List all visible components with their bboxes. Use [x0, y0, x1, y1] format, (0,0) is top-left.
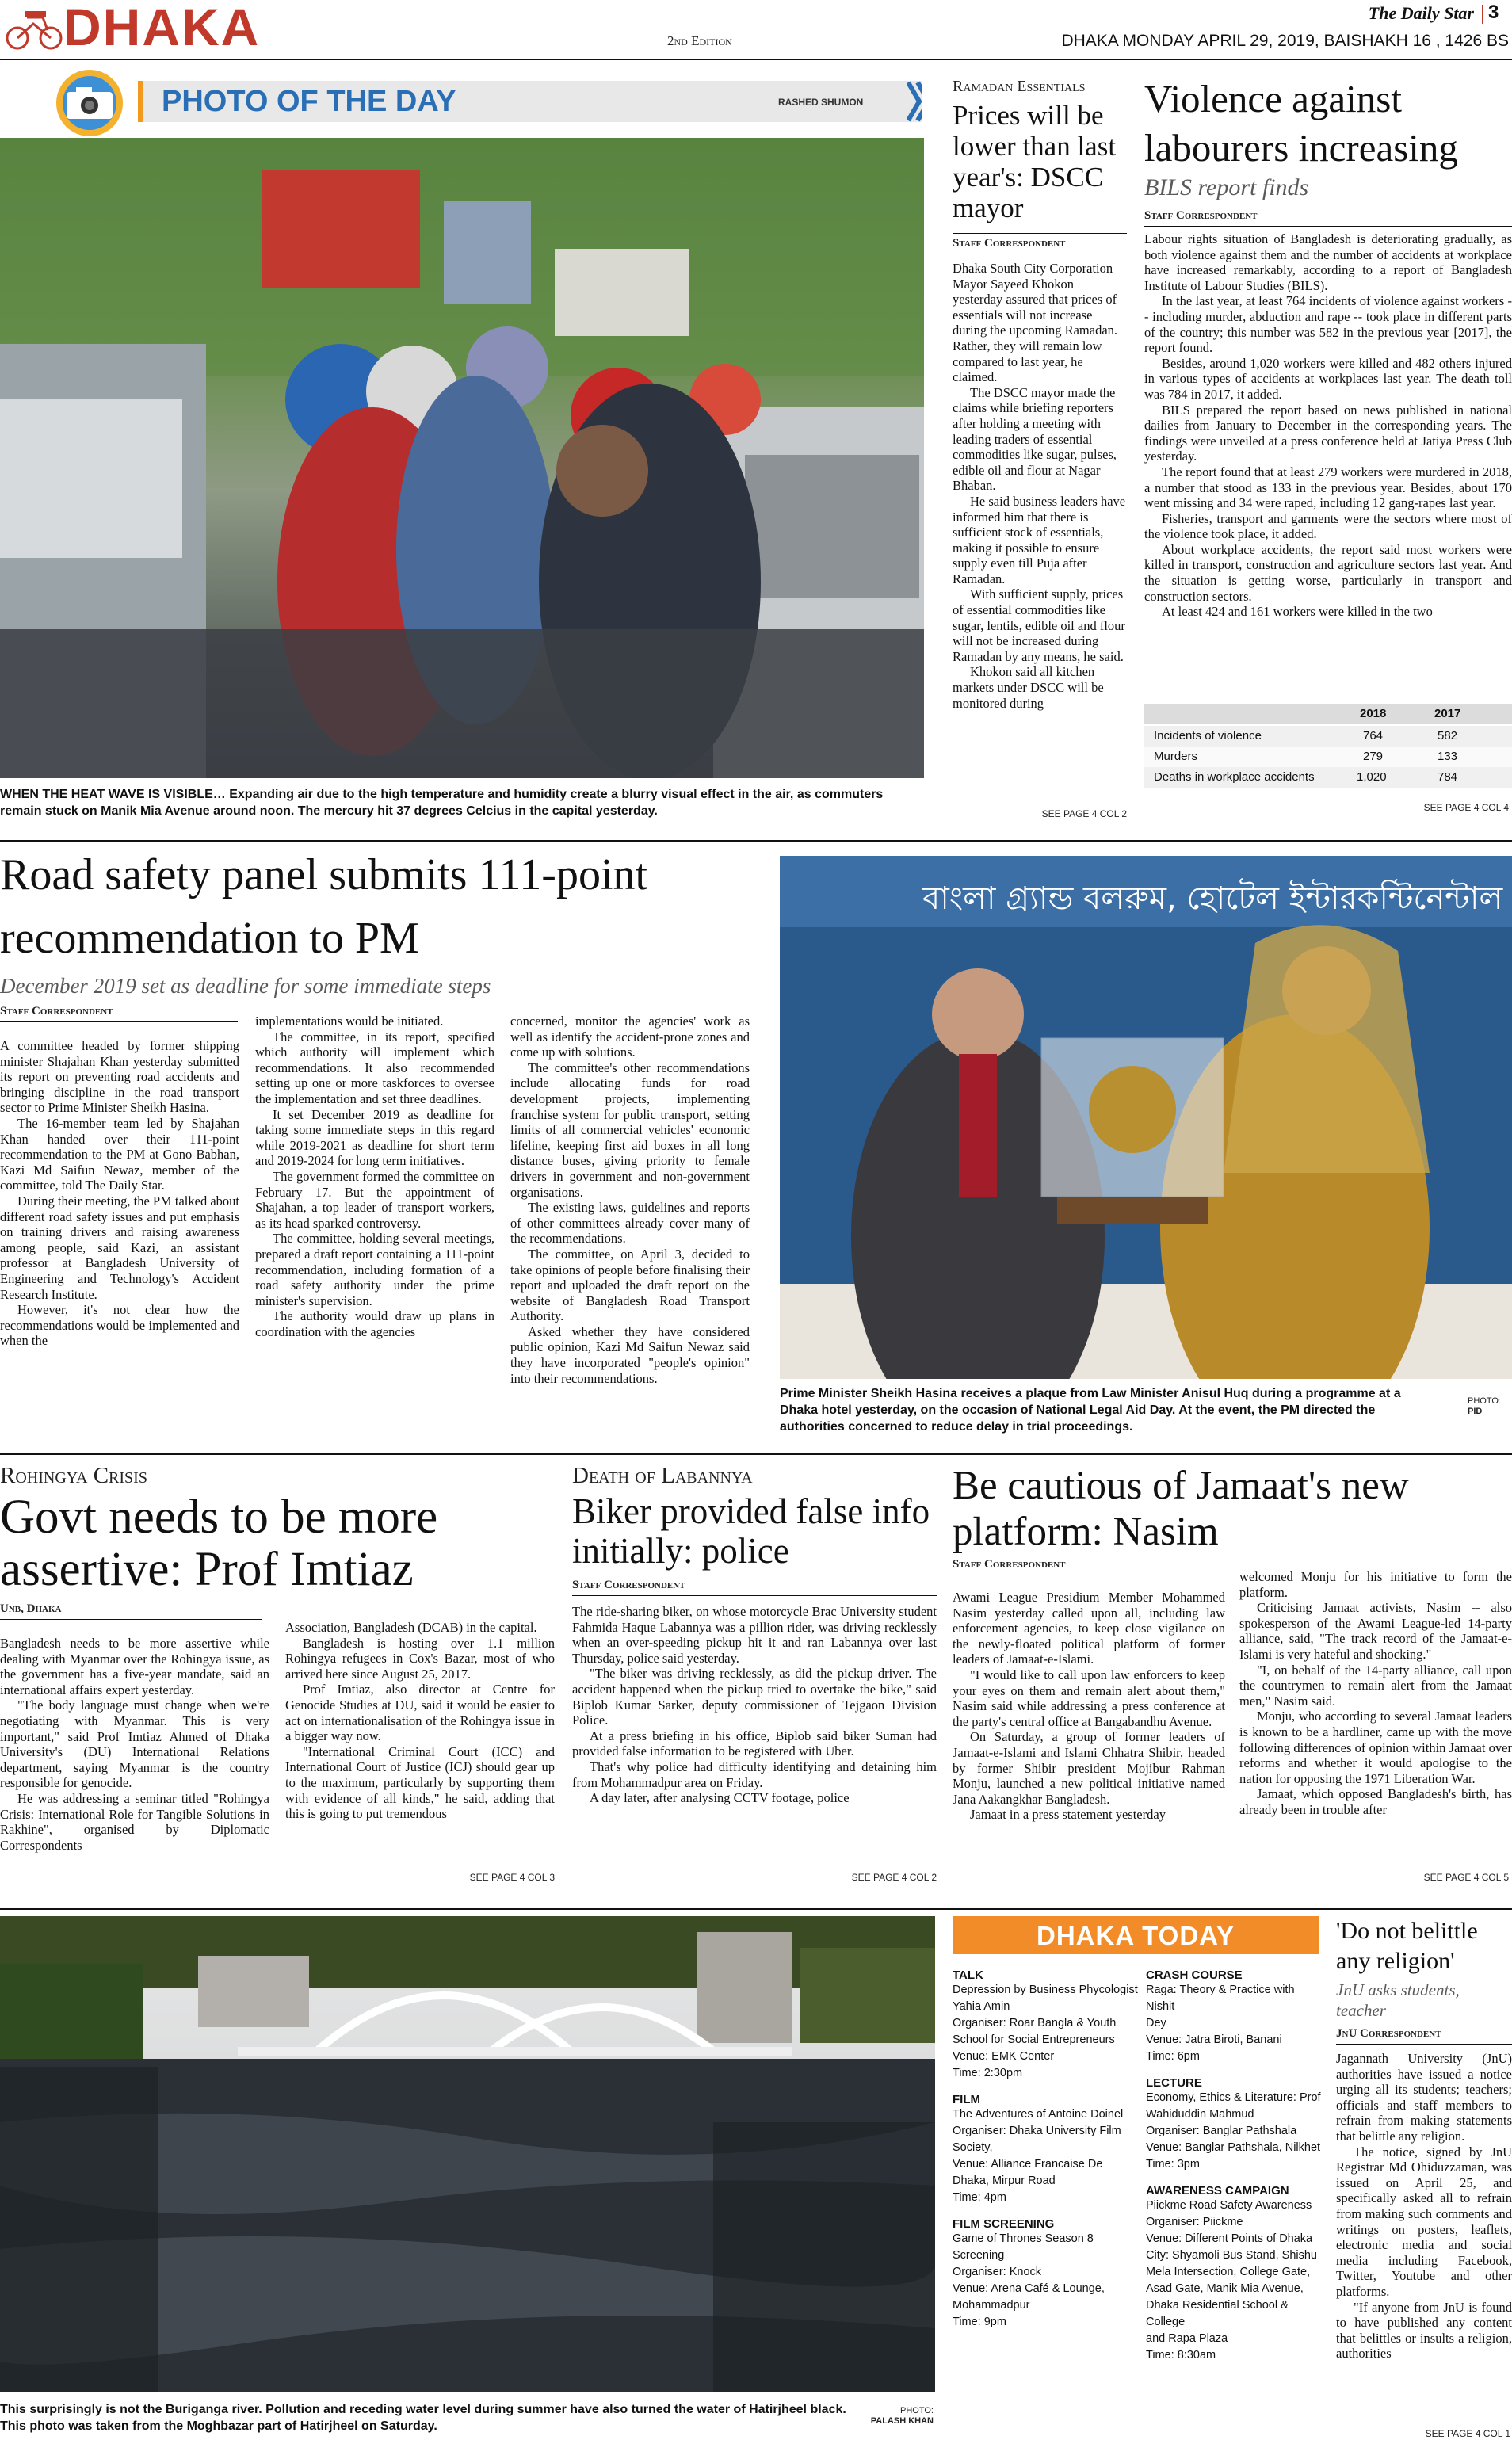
event-line: Yahia Amin: [953, 2000, 1010, 2013]
byline: JnU Correspondent: [1336, 2027, 1441, 2040]
paragraph: During their meeting, the PM talked about different road safety issues and put emphasis on training drivers and raising awareness among people, said Kazi, an assistant professor at Bangladesh University of Engineering and Technology's Accident Research Institute.: [0, 1193, 239, 1302]
camera-badge-icon: [43, 68, 136, 138]
paragraph: Dhaka South City Corporation Mayor Sayeed Khokon yesterday assured that prices of essentials will not increase during the upcoming Ramadan. Rather, they will remain low compared to last year, he claimed.: [953, 261, 1118, 385]
chevron-right-icon: [907, 79, 922, 124]
event-line: Organiser: Roar Bangla & Youth: [953, 2017, 1117, 2030]
event-line: Raga: Theory & Practice with Nishit: [1146, 1984, 1295, 2013]
table-header: 2017: [1434, 707, 1461, 720]
byline-rule: [0, 1619, 262, 1620]
subhead: BILS report finds: [1144, 174, 1309, 200]
paragraph: Jamaat in a press statement yesterday: [970, 1807, 1166, 1823]
paragraph: Association, Bangladesh (DCAB) in the capital.: [285, 1620, 537, 1635]
masthead-divider: [1482, 5, 1483, 24]
column-1: [0, 1636, 269, 1853]
byline: Staff Correspondent: [572, 1579, 685, 1591]
byline-rule: [1336, 2044, 1512, 2045]
event-category: LECTURE: [1146, 2076, 1202, 2090]
table-row: [1144, 767, 1512, 788]
paragraph: In the last year, at least 764 incidents of violence against workers -- including murder, abduction and rape -- took place in different parts of the country; this number was 582 in the previous year [2017], the report found.: [1144, 293, 1512, 356]
paragraph: The report found that at least 279 workers were murdered in 2018, a number that stood as 133 in the previous year. Besides, about 170 went missing and 34 were raped, including 12 gang-rapes last year.: [1144, 464, 1512, 511]
caption-lead: WHEN THE HEAT WAVE IS VISIBLE…: [0, 788, 226, 801]
pm-photo-caption: Prime Minister Sheikh Hasina receives a plaque from Law Minister Anisul Huq during a programme at a Dhaka hotel yesterday, on the occasion of National Legal Aid Day. At the event, the PM directed the authorities concerned to reduce delay in trial proceedings.: [780, 1387, 1401, 1434]
table-cell: Murders: [1154, 750, 1198, 763]
belittle-story: [1336, 1916, 1512, 2431]
byline: Staff Correspondent: [1144, 209, 1258, 222]
paragraph: The existing laws, guidelines and reports of other committees already cover many of the recommendations.: [510, 1200, 750, 1247]
paragraph: Khokon said all kitchen markets under DSCC will be monitored during: [953, 664, 1104, 711]
event-line: The Adventures of Antoine Doinel: [953, 2108, 1124, 2121]
event-category: CRASH COURSE: [1146, 1968, 1243, 1982]
table-cell: 133: [1438, 750, 1458, 763]
event-group: [1146, 1968, 1325, 2065]
event-line: and Rapa Plaza: [1146, 2332, 1228, 2345]
paragraph: Bangladesh is hosting over 1.1 million Rohingya refugees in Cox's Bazar, most of who arrived here since August 25, 2017.: [285, 1635, 555, 1682]
paragraph: The committee, in its report, specified which authority will implement which recommendations. It also recommended setting up one or more taskforces to oversee the implementation and set three deadlines.: [255, 1029, 494, 1106]
paragraph: He said business leaders have informed him that there is sufficient stock of essentials, making it possible to ensure supply even till Puja after Ramadan.: [953, 493, 1126, 586]
kicker: Death of Labannya: [572, 1463, 753, 1488]
event-line: Screening: [953, 2249, 1005, 2262]
paragraph: A committee headed by former shipping minister Shajahan Khan yesterday submitted its report on preventing road accidents and bringing discipline in the road transport sector to Prime Minister Sheikh Hasina.: [0, 1038, 239, 1116]
paragraph: The ride-sharing biker, on whose motorcycle Brac University student Fahmida Haque Labannya was a pillion rider, was driving recklessly when an over-speeding pickup hit it and ran Labannya over last Thursday, police said yesterday.: [572, 1604, 937, 1666]
paragraph: Besides, around 1,020 workers were killed and 482 others injured in various types of accidents at workplaces last year. The death toll was 784 in 2017, it added.: [1144, 355, 1512, 402]
event-line: Organiser: Banglar Pathshala: [1146, 2125, 1297, 2137]
byline-rule: [0, 1021, 238, 1022]
kicker: Ramadan Essentials: [953, 78, 1086, 95]
photo-of-day-caption: [0, 786, 919, 819]
paragraph: The authority would draw up plans in coordination with the agencies: [255, 1308, 494, 1339]
byline: Staff Correspondent: [953, 237, 1066, 250]
byline-rule: [953, 233, 1127, 234]
belittle-see-page[interactable]: SEE PAGE 4 COL 1: [1425, 2428, 1510, 2439]
paragraph: Fisheries, transport and garments were the sectors where most of the violence took place, it added.: [1144, 510, 1512, 542]
table-row: [1144, 726, 1512, 747]
headline: Prices will be lower than last year's: DSCC mayor: [953, 100, 1117, 223]
photo-of-day-banner: [43, 68, 922, 138]
violence-table: [1144, 704, 1512, 791]
paragraph: "I, on behalf of the 14-party alliance, call upon the countrymen to remain alert from the Jamaat men," Nasim said.: [1239, 1662, 1512, 1709]
event-line: Venue: EMK Center: [953, 2050, 1055, 2063]
middle-section-rule: [0, 1453, 1512, 1455]
dhaka-today-banner: [953, 1916, 1319, 1954]
credit-name: PID: [1468, 1407, 1483, 1416]
paragraph: implementations would be initiated.: [255, 1014, 444, 1029]
road-story: [0, 843, 761, 1445]
event-group: [1146, 2076, 1325, 2173]
event-line: Dhaka, Mirpur Road: [953, 2175, 1056, 2187]
event-line: Mela Intersection, College Gate,: [1146, 2266, 1311, 2278]
rohingya-story: [0, 1463, 555, 1891]
event-group: [953, 2217, 1143, 2331]
kicker: Rohingya Crisis: [0, 1463, 147, 1488]
event-line: Piickme Road Safety Awareness: [1146, 2199, 1312, 2212]
column-2: [255, 1014, 494, 1339]
event-line: Venue: Banglar Pathshala, Nilkhet: [1146, 2141, 1321, 2154]
headline: Road safety panel submits 111-point recommendation to PM: [0, 850, 648, 963]
event-line: Game of Thrones Season 8: [953, 2232, 1094, 2245]
table-cell: 279: [1363, 750, 1384, 763]
event-group: [953, 1968, 1143, 2082]
paragraph: Criticising Jamaat activists, Nasim -- also spokesperson of the Awami League-led 14-party alliance, said, "The track record of the Jamaat-e-Islami is very hateful and shocking.": [1239, 1600, 1512, 1662]
paragraph: On Saturday, a group of former leaders of Jamaat-e-Islami and Islami Chhatra Shibir, headed by former Shibir president Mojibur Rahman Monju, launched a new political initiative named Jana Aakangkhar Bangladesh.: [953, 1729, 1225, 1807]
event-line: Society,: [953, 2141, 993, 2154]
event-line: Economy, Ethics & Literature: Prof: [1146, 2091, 1321, 2104]
event-line: Asad Gate, Manik Mia Avenue,: [1146, 2282, 1304, 2295]
credit-label: PHOTO:: [900, 2406, 934, 2415]
headline: Be cautious of Jamaat's new platform: Nasim: [953, 1464, 1409, 1554]
byline: Staff Correspondent: [0, 1005, 113, 1018]
event-category: FILM SCREENING: [953, 2217, 1055, 2231]
event-line: Venue: Arena Café & Lounge,: [953, 2282, 1105, 2295]
paragraph: He was addressing a seminar titled "Rohingya Crisis: International Role for Tangible Solutions in Rakhine", organised by Diplomatic Correspondents: [0, 1790, 269, 1853]
rickshaw-logo-icon: [3, 6, 65, 51]
event-line: Organiser: Piickme: [1146, 2216, 1243, 2228]
paragraph: "If anyone from JnU is found to have published any content that belittles or insults a religion, authorities: [1336, 2299, 1512, 2362]
byline-rule: [572, 1595, 937, 1596]
paragraph: "The body language must change when we're negotiating with Myanmar. This is very important," said Prof Imtiaz Ahmed of Dhaka University's (DU) International Relations department, saying Myanmar is the country responsible for genocide.: [0, 1697, 269, 1791]
ramadan-story: [953, 78, 1127, 826]
event-line: School for Social Entrepreneurs: [953, 2033, 1115, 2046]
caption-text: Expanding air due to the high temperature and humidity create a blurry visual effect in the air, as commuters remain stuck on Manik Mia Avenue around noon. The mercury hit 37 degrees Celcius in the capital yesterday.: [0, 788, 884, 818]
table-header-row: [1144, 704, 1512, 724]
paragraph: Labour rights situation of Bangladesh is deteriorating gradually, as both violence against them and the number of accidents at workplace have increased remarkably, according to a report of Bangladesh Institute of Labour Studies (BILS).: [1144, 231, 1512, 293]
credit-name: PALASH KHAN: [870, 2416, 934, 2426]
event-line: Time: 2:30pm: [953, 2067, 1023, 2079]
event-line: Dhaka Residential School & College: [1146, 2299, 1289, 2328]
rohingya-see-page[interactable]: SEE PAGE 4 COL 3: [469, 1872, 555, 1883]
paragraph: About workplace accidents, the report said most workers were killed in transport, construction and agriculture sectors last year. And the situation is getting worse, particularly in transport and construction sectors.: [1144, 541, 1512, 604]
lower-section-rule: [0, 1908, 1512, 1910]
event-line: Mohammadpur: [953, 2299, 1030, 2312]
byline-rule: [1144, 226, 1512, 227]
paragraph: At a press briefing in his office, Biplob said biker Suman had provided false information to be registered with Uber.: [572, 1728, 937, 1759]
paragraph: Bangladesh needs to be more assertive while dealing with Myanmar over the Rohingya issue, as the government has a five-year mandate, said an international affairs expert yesterday.: [0, 1636, 269, 1697]
headline: Govt needs to be more assertive: Prof Imtiaz: [0, 1491, 438, 1596]
biker-see-page[interactable]: SEE PAGE 4 COL 2: [851, 1872, 937, 1883]
headline: Violence against labourers increasing: [1144, 77, 1458, 170]
paragraph: The notice, signed by JnU Registrar Md Ohiduzzaman, was issued on April 25, and specifically asked all to refrain from making such comments and writings on posters, leaflets, electronic media and social media including Facebook, Twitter, Youtube and other platforms.: [1336, 2144, 1512, 2299]
event-line: Time: 9pm: [953, 2316, 1006, 2328]
paragraph: The committee, on April 3, decided to take opinions of people before finalising their report and uploaded the draft report on the website of Bangladesh Road Transport Authority.: [510, 1246, 750, 1324]
biker-story: [572, 1463, 937, 1891]
event-line: Venue: Jatra Biroti, Banani: [1146, 2033, 1282, 2046]
credit-label: PHOTO:: [1468, 1396, 1501, 1406]
paragraph: The government formed the committee on February 17. But the appointment of Shajahan, a top leader of transport workers, as its head sparked controversy.: [255, 1168, 494, 1231]
jamaat-story: [953, 1463, 1512, 1891]
banner-bengali-text: বাংলা গ্র্যান্ড বলরুম, হোটেল ইন্টারকন্টিনেন্টাল: [922, 880, 1503, 917]
top-section-rule: [0, 840, 1512, 842]
ramadan-see-page[interactable]: SEE PAGE 4 COL 2: [1041, 808, 1127, 819]
body: [953, 261, 1127, 711]
body: [1336, 2051, 1512, 2362]
column-1: [953, 1590, 1225, 1823]
table-cell: 764: [1363, 729, 1384, 743]
paragraph: concerned, monitor the agencies' work as well as identify the accident-prone zones and come up with solutions.: [510, 1014, 750, 1060]
event-line: Dey: [1146, 2017, 1166, 2030]
banner-title: PHOTO OF THE DAY: [162, 85, 456, 118]
event-category: TALK: [953, 1968, 983, 1982]
violence-see-page[interactable]: SEE PAGE 4 COL 4: [1423, 802, 1509, 813]
headline: Biker provided false info initially: police: [572, 1491, 930, 1571]
event-line: Wahiduddin Mahmud: [1146, 2108, 1254, 2121]
dateline: DHAKA MONDAY APRIL 29, 2019, BAISHAKH 16 , 1426 BS: [1061, 32, 1509, 50]
pm-plaque-photo: [780, 856, 1512, 1379]
events-left: [953, 1959, 1143, 2331]
headline: 'Do not belittle any religion': [1336, 1918, 1478, 1974]
event-line: Time: 4pm: [953, 2191, 1006, 2204]
byline: Unb, Dhaka: [0, 1602, 62, 1615]
paragraph: "I would like to call upon law enforcers to keep your eyes on them and remain alert about them," Nasim said while addressing a press conference at the party's central office at Bangabandhu Avenue.: [953, 1667, 1225, 1729]
paragraph: BILS prepared the report based on news published in national dailies from January to December in the corresponding years. The findings were unveiled at a press conference held at Jatiya Press Club yesterday.: [1144, 402, 1512, 464]
table-cell: 784: [1438, 770, 1458, 784]
river-caption: This surprisingly is not the Buriganga river. Pollution and receding water level during summer have also turned the water of Hatirjheel black. This photo was taken from the Moghbazar part of Hatirjheel on Saturday.: [0, 2403, 846, 2433]
table-header: 2018: [1360, 707, 1387, 720]
body: [1144, 231, 1512, 620]
paragraph: Awami League Presidium Member Mohammed Nasim yesterday called upon all, including law enforcement agencies, to keep close vigilance on the newly-floated political platform of former leaders of Jamaat-e-Islami.: [953, 1590, 1225, 1667]
river-credit: [846, 2406, 934, 2427]
hatirjheel-photo: [0, 1916, 935, 2392]
event-line: Venue: Alliance Francaise De: [953, 2158, 1103, 2171]
event-line: City: Shyamoli Bus Stand, Shishu: [1146, 2249, 1317, 2262]
paragraph: welcomed Monju for his initiative to form the platform.: [1239, 1569, 1512, 1600]
paragraph: With sufficient supply, prices of essential commodities like sugar, lentils, edible oil and flour will not be increased during Ramadan by any means, he said.: [953, 586, 1125, 664]
jamaat-see-page[interactable]: SEE PAGE 4 COL 5: [1423, 1872, 1509, 1883]
photographer-credit: RASHED SHUMON: [778, 97, 864, 108]
event-line: Organiser: Dhaka University Film: [953, 2125, 1121, 2137]
edition: 2nd Edition: [667, 33, 732, 48]
paragraph: The 16-member team led by Shajahan Khan handed over their 111-point recommendation to the PM at Gono Babhan, Kazi Md Saifun Newaz, member of the committee, told The Daily Star.: [0, 1115, 239, 1193]
paragraph: Monju, who according to several Jamaat leaders is known to be a hardliner, came up with the move following differences of opinion within Jamaat over reforms and whether it would apologise to the nation for opposing the 1971 Liberation War.: [1239, 1709, 1512, 1786]
byline: Staff Correspondent: [953, 1558, 1066, 1571]
event-line: Time: 3pm: [1146, 2158, 1200, 2171]
paper-name: The Daily Star: [1368, 3, 1474, 23]
section-title: DHAKA: [63, 0, 261, 55]
event-line: Depression by Business Phycologist: [953, 1984, 1138, 1996]
paragraph: A day later, after analysing CCTV footage, police: [590, 1790, 850, 1806]
banner-stripe: [138, 81, 143, 122]
table-cell: Deaths in workplace accidents: [1154, 770, 1315, 784]
dhaka-today: [953, 1916, 1325, 2439]
paragraph: Asked whether they have considered public opinion, Kazi Md Saifun Newaz said they have incorporated "people's opinion" into their recommendations.: [510, 1323, 750, 1386]
column-2: [285, 1620, 555, 1822]
event-group: [953, 2093, 1143, 2206]
event-line: Venue: Different Points of Dhaka: [1146, 2232, 1313, 2245]
paragraph: The DSCC mayor made the claims while briefing reporters after holding a meeting with leading traders of essential commodities like sugar, pulses, edible oil and flour at Nagar Bhaban.: [953, 384, 1117, 494]
paragraph: Jagannath University (JnU) authorities have issued a notice urging all its students; teachers; officials and staff members to refrain from making statements that belittle any religion.: [1336, 2051, 1512, 2144]
column-2: [1239, 1569, 1512, 1818]
event-group: [1146, 2184, 1325, 2364]
pm-photo-credit: [1468, 1396, 1512, 1417]
column-3: [510, 1014, 750, 1386]
paragraph: The committee's other recommendations include allocating funds for road development projects, implementing franchise system for public transport, setting limits of all commercial vehicles' economic lifeline, keeping first aid boxes in all long distance buses, giving priority to female drivers in government and non-government organisations.: [510, 1060, 750, 1200]
paragraph: "The biker was driving recklessly, as did the pickup driver. The accident happened when the pickup tried to overtake the bike," said Biplob Kumar Sarker, deputy commissioner of Tejgaon Division Police.: [572, 1666, 937, 1728]
paragraph: Prof Imtiaz, also director at Centre for Genocide Studies at DU, said it would be easier to act on internationalisation of the Rohingya issue in a bigger way now.: [285, 1682, 555, 1744]
banner-title: DHAKA TODAY: [1037, 1921, 1235, 1950]
table-row: [1144, 747, 1512, 767]
paragraph: Jamaat, which opposed Bangladesh's birth, has already been in trouble after: [1239, 1786, 1512, 1817]
paragraph: "International Criminal Court (ICC) and International Court of Justice (ICJ) should gear up to the maximum, particularly by supporting them with evidence of all kinds," he said, adding that this is going to put tremendous: [285, 1743, 555, 1822]
paragraph: At least 424 and 161 workers were killed in the two: [1162, 604, 1433, 620]
event-line: Organiser: Knock: [953, 2266, 1042, 2278]
table-cell: 582: [1438, 729, 1458, 743]
page-number: 3: [1488, 2, 1499, 23]
event-category: AWARENESS CAMPAIGN: [1146, 2184, 1289, 2198]
events-right: [1146, 1959, 1325, 2364]
paragraph: That's why police had difficulty identifying and detaining him from Mohammadpur area on Friday.: [572, 1758, 937, 1790]
traffic-photo: [0, 138, 924, 778]
paragraph: It set December 2019 as deadline for taking some immediate steps in this regard while 2019-2021 as deadline for short term and 2019-2024 for long term initiatives.: [255, 1106, 494, 1169]
paragraph: The committee, holding several meetings, prepared a draft report containing a 111-point recommendation, including formation of a road safety authority under the prime minister's supervision.: [255, 1231, 494, 1308]
violence-story: [1144, 74, 1512, 620]
column-1: [0, 1038, 239, 1349]
event-category: FILM: [953, 2093, 980, 2106]
table-cell: 1,020: [1357, 770, 1387, 784]
paragraph: However, it's not clear how the recommendations would be implemented and when the: [0, 1302, 239, 1349]
event-line: Time: 6pm: [1146, 2050, 1200, 2063]
masthead: [0, 0, 1512, 59]
table-cell: Incidents of violence: [1154, 729, 1262, 743]
masthead-rule: [0, 59, 1512, 60]
subhead: JnU asks students, teacher: [1336, 1980, 1460, 2020]
body: [572, 1604, 937, 1806]
event-line: Time: 8:30am: [1146, 2349, 1216, 2362]
subhead: December 2019 set as deadline for some immediate steps: [0, 974, 491, 998]
